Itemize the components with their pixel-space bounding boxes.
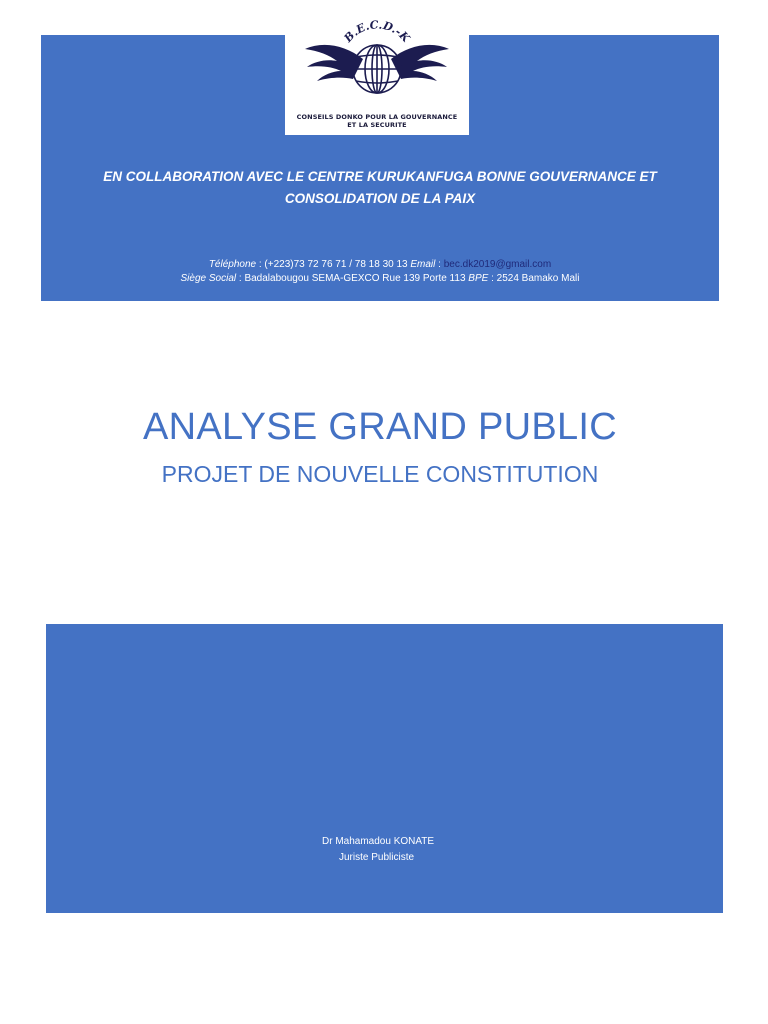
- collaboration-text: [41, 166, 719, 210]
- collaboration-line2: CONSOLIDATION DE LA PAIX: [284, 191, 476, 206]
- collaboration-line1: EN COLLABORATION AVEC LE CENTRE KURUKANFUGA BONNE GOUVERNANCE ET: [103, 169, 657, 184]
- seat-value: : Badalabougou SEMA-GEXCO Rue 139 Porte 113: [236, 273, 469, 284]
- author-name: Dr Mahamadou KONATE: [322, 836, 435, 847]
- bpe-label: BPE: [468, 273, 489, 284]
- contact-address-line: [41, 272, 719, 286]
- logo-caption-line1: CONSEILS DONKO POUR LA GOUVERNANCE: [296, 113, 458, 121]
- contact-phone-line: [41, 258, 719, 272]
- logo: [285, 7, 469, 135]
- phone-value: : (+223)73 72 76 71 / 78 18 30 13: [256, 259, 411, 270]
- logo-caption-line2: ET LA SECURITE: [347, 121, 407, 129]
- contact-info: [41, 258, 719, 286]
- email-link[interactable]: bec.dk2019@gmail.com: [443, 259, 552, 270]
- email-separator: :: [435, 259, 444, 270]
- seat-label: Siège Social: [180, 273, 237, 284]
- document-subtitle: PROJET DE NOUVELLE CONSTITUTION: [161, 461, 599, 487]
- bpe-value: : 2524 Bamako Mali: [488, 273, 580, 284]
- email-label: Email: [410, 259, 436, 270]
- author-band: [46, 624, 723, 913]
- logo-arc-text: B.E.C.D.-K: [341, 18, 413, 45]
- author-role: Juriste Publiciste: [339, 852, 415, 863]
- svg-text:B.E.C.D.-K: [341, 18, 413, 45]
- phone-label: Téléphone: [208, 259, 257, 270]
- document-title: ANALYSE GRAND PUBLIC: [142, 406, 618, 448]
